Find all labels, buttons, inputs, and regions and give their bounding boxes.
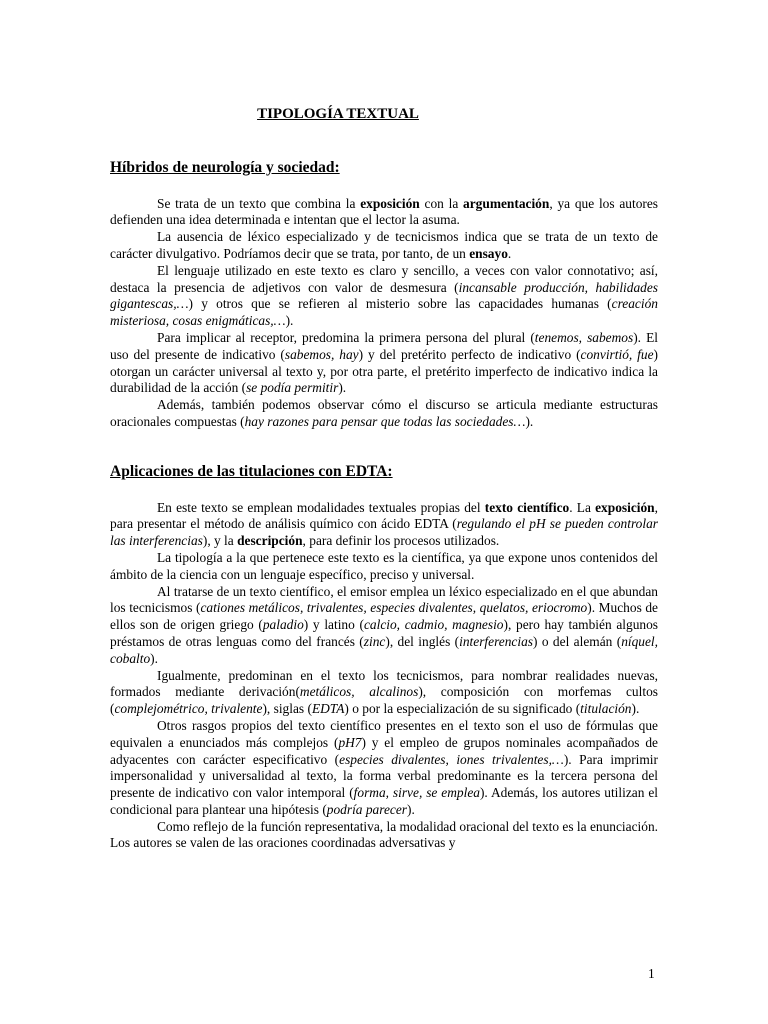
text-run: ), composición con morfemas cultos ( [110, 684, 658, 717]
text-run: ) o del alemán ( [533, 633, 622, 649]
italic-example: incansable producción, habilidades gigantescas,… [110, 279, 658, 312]
text-run: , ya que los autores defienden una idea determinada e intentan que el lector la asuma. [110, 195, 658, 228]
text-run: ). Muchos de ellos son de origen griego ( [110, 600, 658, 633]
bold-term: texto científico [484, 499, 570, 515]
text-run: ). El uso del presente de indicativo ( [110, 329, 659, 362]
italic-example: podría parecer [326, 801, 407, 817]
text-run: ) y el empleo de grupos nominales acompañados de adyacentes con carácter especificativo ( [110, 734, 658, 767]
italic-example: EDTA [311, 701, 345, 717]
italic-example: se podía permitir [246, 380, 339, 396]
italic-example: complejométrico, trivalente [114, 701, 263, 717]
italic-example: creación misteriosa, cosas enigmáticas,… [110, 296, 658, 329]
italic-example: calcio, cadmio, magnesio [363, 617, 504, 633]
text-run: ) y otros que se refieren al misterio sobre las capacidades humanas ( [188, 296, 612, 312]
section-aplicaciones [110, 464, 658, 853]
bold-term: exposición [595, 499, 655, 515]
italic-example: tenemos, sabemos [534, 329, 634, 345]
italic-example: hay razones para pensar que todas las sociedades… [244, 413, 526, 429]
section-body [110, 196, 658, 431]
document-title: TIPOLOGÍA TEXTUAL [257, 106, 419, 122]
italic-example: níquel, cobalto [110, 633, 659, 666]
paragraph [110, 584, 658, 668]
document-page [110, 100, 658, 852]
text-run: , para presentar el método de análisis químico con ácido EDTA ( [110, 499, 658, 532]
paragraph [110, 229, 658, 263]
text-run: La tipología a la que pertenece este texto es la científica, ya que expone unos contenidos del ámbito de la ciencia con un lenguaje específico, preciso y universal. [110, 549, 658, 582]
bold-term: ensayo [469, 245, 508, 261]
text-run: ) y del pretérito perfecto de indicativo ( [358, 346, 581, 362]
text-run: . [507, 245, 512, 261]
paragraph [110, 397, 658, 431]
text-run: Además, también podemos observar cómo el discurso se articula mediante estructuras oracionales compuestas ( [110, 397, 658, 429]
text-run: ). [407, 801, 415, 817]
text-run: ). [150, 650, 158, 666]
paragraph [110, 330, 658, 397]
text-run: ), pero hay también algunos préstamos de otras lenguas como del francés ( [110, 617, 658, 649]
text-run: Otros rasgos propios del texto científico presentes en el texto son el uso de fórmulas que equivalen a enunciados más complejos ( [110, 717, 658, 750]
paragraph [110, 500, 658, 550]
paragraph [110, 263, 658, 330]
italic-example: zinc [363, 633, 386, 649]
text-run: ) o por la especialización de su significado ( [344, 701, 581, 717]
italic-example: metálicos, alcalinos [299, 684, 419, 700]
italic-example: titulación [580, 701, 632, 717]
text-run: ). [525, 413, 534, 429]
italic-example: pH7 [338, 734, 362, 750]
text-run: En este texto se emplean modalidades textuales propias del [157, 499, 485, 515]
section-hibridos [110, 160, 658, 431]
section-heading: Aplicaciones de las titulaciones con EDTA: [110, 462, 393, 480]
bold-term: argumentación [463, 195, 550, 211]
italic-example: cationes metálicos, trivalentes, especies divalentes, quelatos, eriocromo [200, 600, 588, 616]
paragraph [110, 550, 658, 584]
italic-example: forma, sirve, se emplea [353, 785, 480, 801]
text-run: ) otorgan un carácter universal al texto y, por otra parte, el pretérito imperfecto de indicativo indica la durabilidad de la acción ( [110, 346, 658, 396]
paragraph [110, 718, 658, 819]
italic-example: sabemos, hay [284, 346, 359, 362]
text-run: ). [338, 380, 347, 396]
bold-term: exposición [360, 195, 420, 211]
text-run: ). [285, 313, 294, 329]
text-run: ). Además, los autores utilizan el condicional para plantear una hipótesis ( [110, 785, 658, 817]
text-run: . La [569, 499, 596, 515]
text-run: Para implicar al receptor, predomina la primera persona del plural ( [157, 329, 535, 345]
section-body [110, 500, 658, 853]
italic-example: convirtió, fue [580, 346, 654, 362]
italic-example: regulando el pH se pueden controlar las interferencias [110, 516, 658, 549]
text-run: ). Para imprimir impersonalidad y universalidad al texto, la forma verbal predominante es la tercera persona del presente de indicativo con valor intemporal ( [110, 751, 658, 801]
italic-example: interferencias [459, 633, 534, 649]
bold-term: descripción [237, 533, 303, 549]
text-run: ). [631, 701, 640, 717]
text-run: ), del inglés ( [385, 633, 460, 649]
section-heading: Híbridos de neurología y sociedad: [110, 158, 340, 176]
paragraph [110, 819, 658, 853]
text-run: Igualmente, predominan en el texto los tecnicismos, para nombrar realidades nuevas, formados mediante derivación( [110, 667, 658, 700]
page-number: 1 [648, 966, 655, 981]
text-run: , para definir los procesos utilizados. [302, 533, 500, 549]
text-run: Al tratarse de un texto científico, el emisor emplea un léxico especializado en el que abundan los tecnicismos ( [110, 583, 658, 616]
paragraph [110, 196, 658, 230]
text-run: Se trata de un texto que combina la [157, 195, 361, 211]
text-run: Como reflejo de la función representativa, la modalidad oracional del texto es la enunciación. Los autores se valen de las oraciones coordinadas adversativas y [110, 818, 658, 851]
text-run: con la [419, 195, 464, 211]
text-run: ) y latino ( [303, 617, 364, 633]
paragraph [110, 668, 658, 718]
text-run: ), siglas ( [262, 701, 312, 717]
italic-example: paladio [262, 617, 304, 633]
text-run: ), y la [202, 533, 238, 549]
text-run: El lenguaje utilizado en este texto es claro y sencillo, a veces con valor connotativo; así, destaca la presencia de adjetivos con valor de desmesura ( [110, 262, 658, 295]
text-run: La ausencia de léxico especializado y de tecnicismos indica que se trata de un texto de carácter divulgativo. Podríamos decir que se trata, por tanto, de un [110, 229, 658, 261]
italic-example: especies divalentes, iones trivalentes,… [339, 751, 564, 767]
